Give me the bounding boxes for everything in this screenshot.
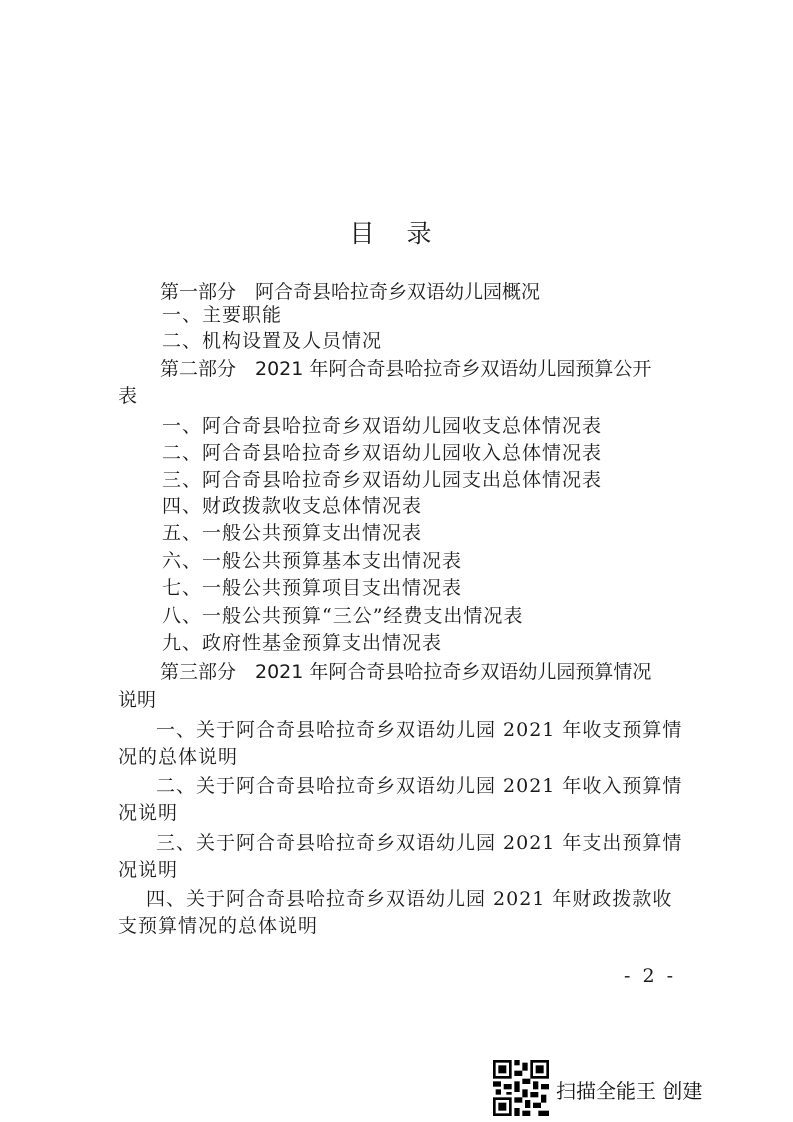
toc-item: 二、关于阿合奇县哈拉奇乡双语幼儿园 2021 年收入预算情: [156, 775, 683, 797]
part2-heading: 第二部分 2021 年阿合奇县哈拉奇乡双语幼儿园预算公开: [160, 358, 652, 380]
page-number: - 2 -: [624, 965, 677, 987]
toc-item: 二、阿合奇县哈拉奇乡双语幼儿园收入总体情况表: [162, 442, 603, 464]
toc-item-cont: 况说明: [118, 859, 179, 881]
toc-item: 一、阿合奇县哈拉奇乡双语幼儿园收支总体情况表: [162, 415, 603, 437]
toc-item: 一、关于阿合奇县哈拉奇乡双语幼儿园 2021 年收支预算情: [156, 719, 683, 741]
toc-item-cont: 况说明: [118, 802, 179, 824]
qr-code-icon: [493, 1060, 549, 1116]
toc-item: 六、一般公共预算基本支出情况表: [162, 550, 463, 572]
toc-item: 四、财政拨款收支总体情况表: [162, 495, 423, 517]
part1-heading: 第一部分 阿合奇县哈拉奇乡双语幼儿园概况: [160, 281, 541, 303]
toc-item: 三、关于阿合奇县哈拉奇乡双语幼儿园 2021 年支出预算情: [156, 832, 683, 854]
toc-item: 五、一般公共预算支出情况表: [162, 522, 423, 544]
part2-heading-cont: 表: [118, 385, 138, 407]
part3-heading-cont: 说明: [118, 689, 157, 711]
toc-item: 七、一般公共预算项目支出情况表: [162, 577, 463, 599]
part3-heading: 第三部分 2021 年阿合奇县哈拉奇乡双语幼儿园预算情况: [160, 661, 652, 683]
toc-item: 八、一般公共预算“三公”经费支出情况表: [162, 605, 524, 627]
toc-title: 目 录: [349, 219, 444, 248]
toc-item-cont: 况的总体说明: [118, 746, 239, 768]
toc-item: 三、阿合奇县哈拉奇乡双语幼儿园支出总体情况表: [162, 469, 603, 491]
scanner-watermark-label: 扫描全能王 创建: [556, 1079, 703, 1103]
toc-item: 二、机构设置及人员情况: [162, 330, 383, 352]
toc-item: 一、主要职能: [162, 304, 283, 326]
toc-item: 九、政府性基金预算支出情况表: [162, 632, 443, 654]
toc-item-cont: 支预算情况的总体说明: [118, 915, 319, 937]
toc-item: 四、关于阿合奇县哈拉奇乡双语幼儿园 2021 年财政拨款收: [146, 888, 673, 910]
